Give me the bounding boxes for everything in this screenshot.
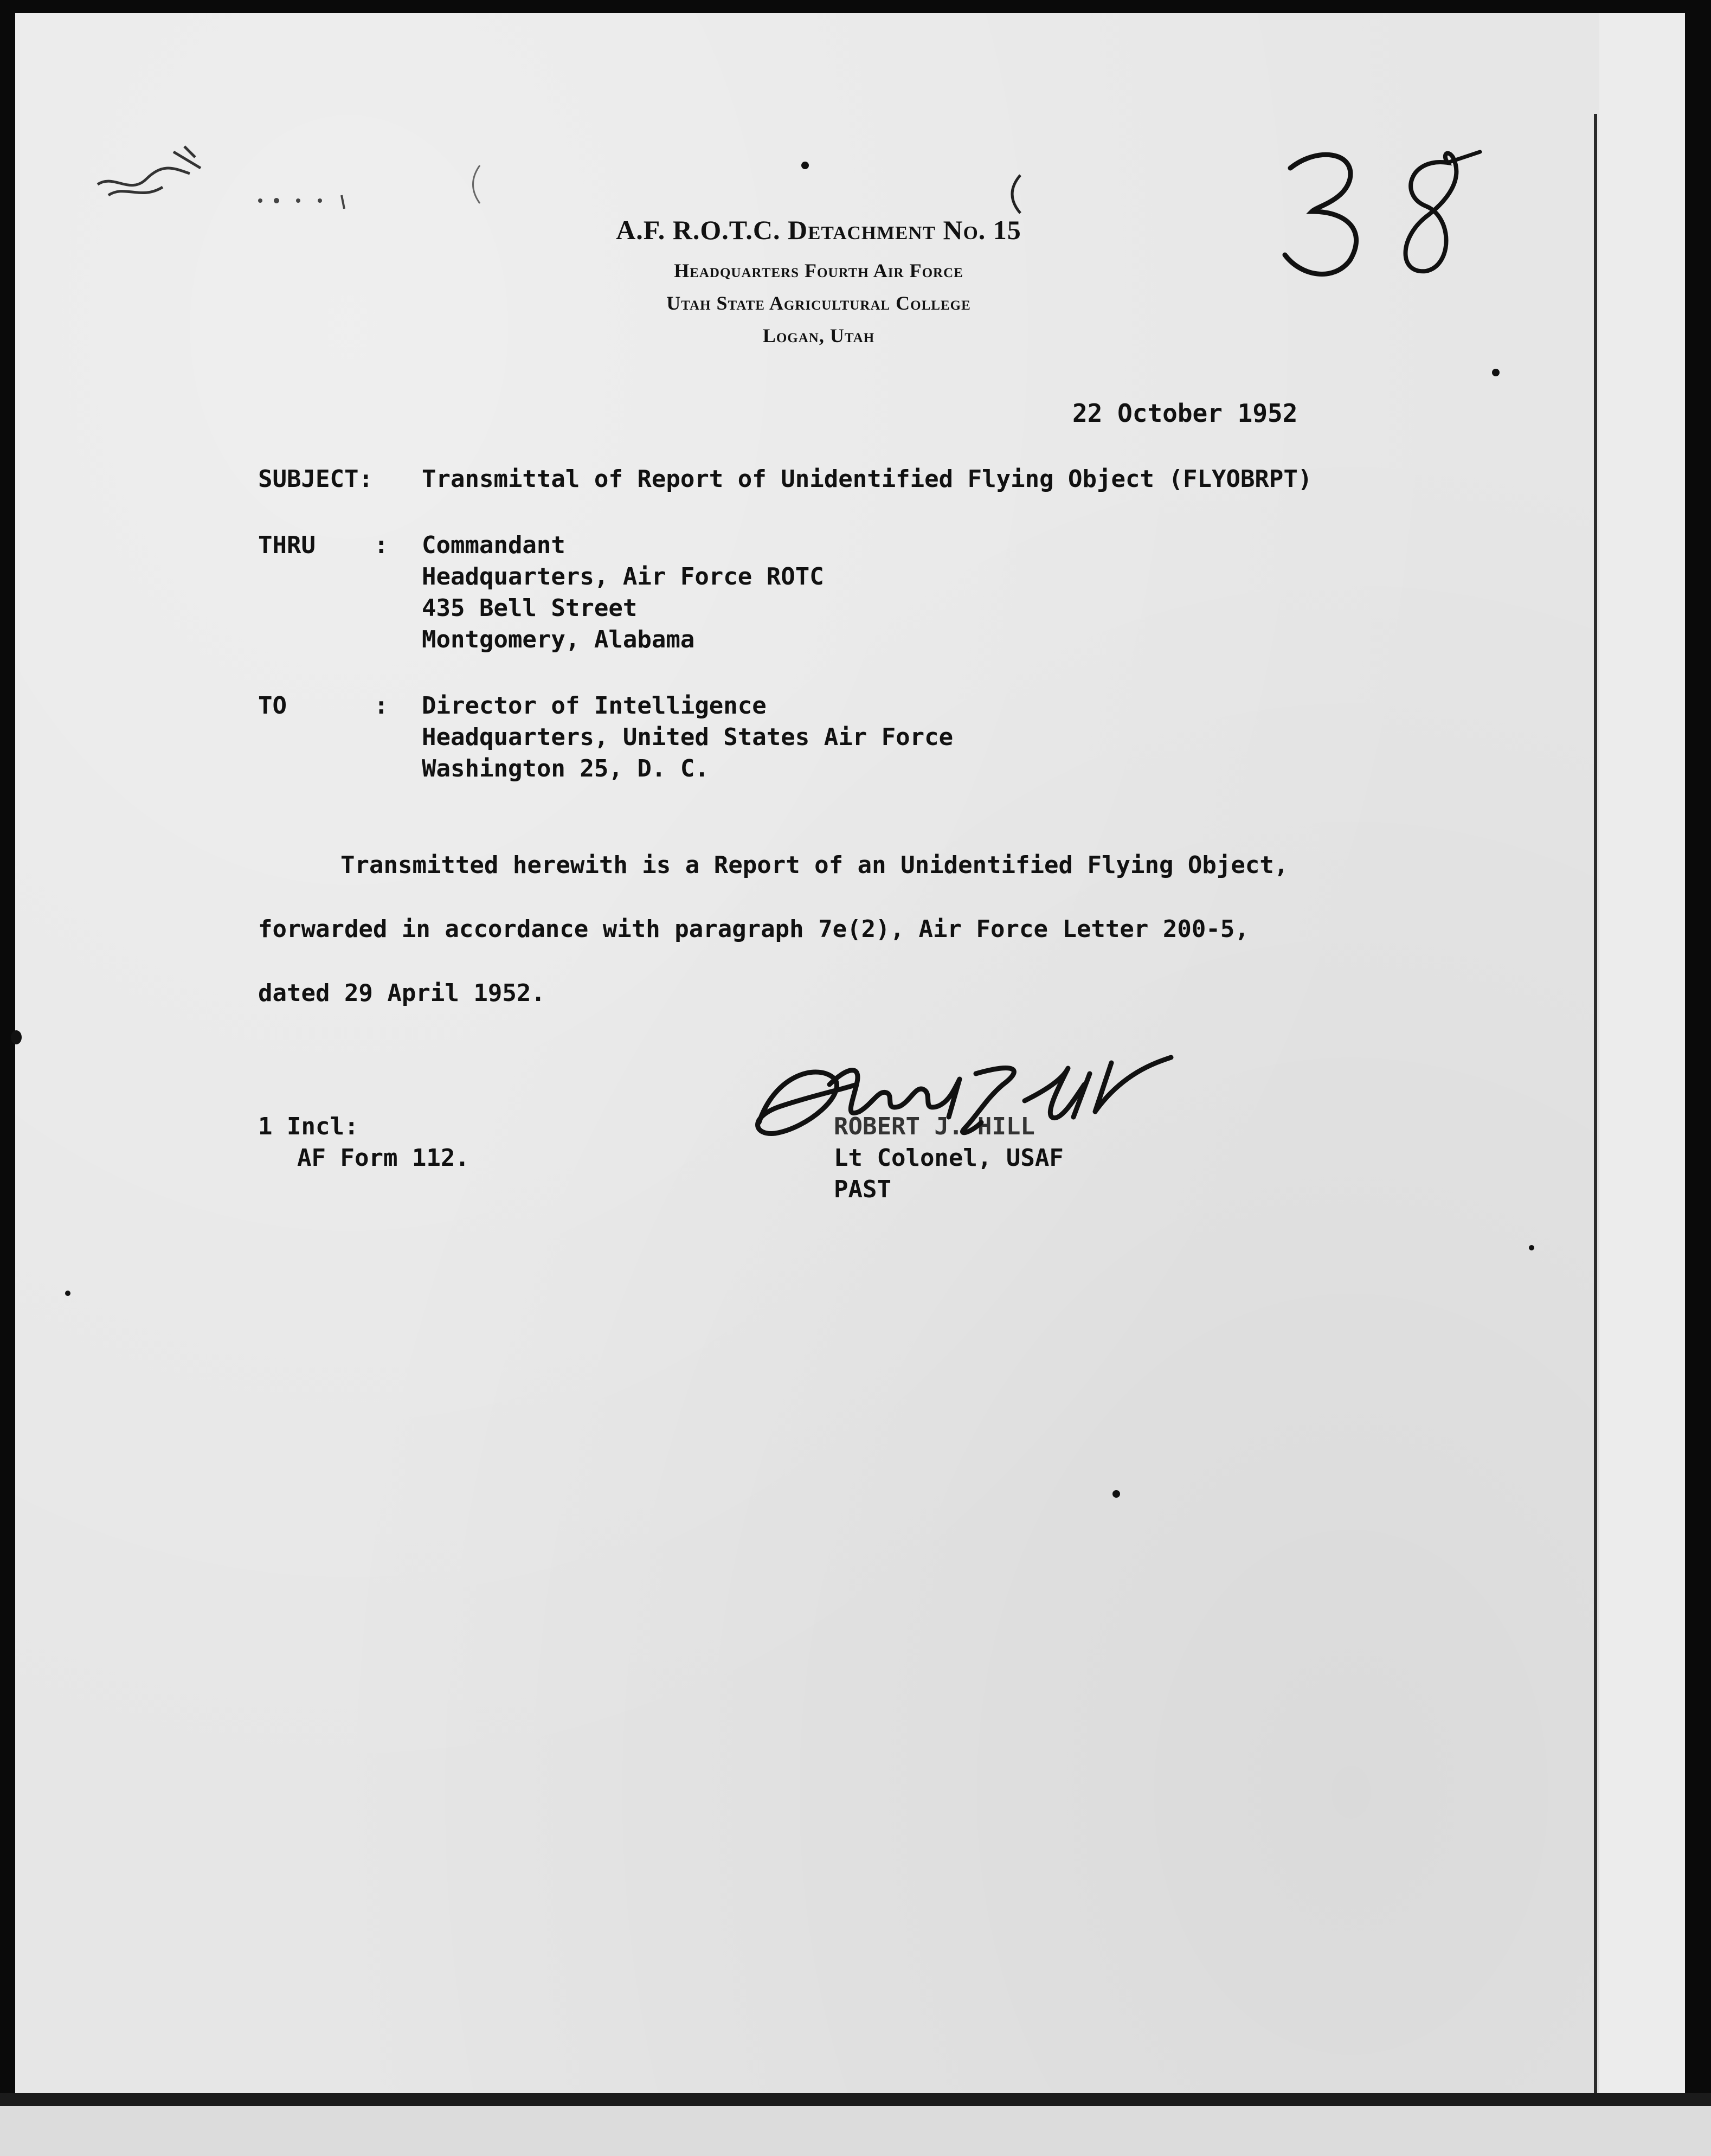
- ink-speck: [1529, 1245, 1534, 1250]
- bottom-strip: [0, 2106, 1711, 2156]
- signer-title: Lt Colonel, USAF: [834, 1144, 1064, 1172]
- paren-mark: [1003, 172, 1025, 216]
- body-line: dated 29 April 1952.: [258, 979, 545, 1007]
- ink-speck: [65, 1291, 70, 1296]
- enclosure-item: AF Form 112.: [297, 1144, 469, 1172]
- thru-line: Headquarters, Air Force ROTC: [422, 563, 824, 591]
- thru-label: THRU: [258, 531, 316, 559]
- ink-speck: [801, 162, 809, 169]
- ink-speck: [1492, 369, 1500, 376]
- faint-paren-mark: [466, 163, 483, 206]
- handwritten-signature: [743, 1052, 1176, 1171]
- to-line: Washington 25, D. C.: [422, 755, 709, 782]
- ink-speck: [11, 1030, 22, 1044]
- page-edge-line: [1594, 114, 1597, 2115]
- page-edge-band: [1599, 13, 1685, 2106]
- pencil-scribble-mark: [92, 136, 233, 211]
- to-label: TO: [258, 692, 287, 720]
- handwritten-page-number: [1269, 136, 1485, 298]
- thru-line: 435 Bell Street: [422, 594, 638, 622]
- letterhead-college: Utah State Agricultural College: [666, 292, 971, 314]
- to-line: Director of Intelligence: [422, 692, 767, 720]
- thru-line: Montgomery, Alabama: [422, 626, 695, 653]
- thru-colon: :: [374, 531, 389, 559]
- ink-speck: [1112, 1490, 1120, 1498]
- letter-date: 22 October 1952: [1072, 399, 1298, 428]
- body-line: forwarded in accordance with paragraph 7e(2), Air Force Letter 200-5,: [258, 915, 1249, 943]
- faint-dash-marks: [255, 193, 352, 209]
- subject-label: SUBJECT:: [258, 465, 373, 493]
- subject-text: Transmittal of Report of Unidentified Flying Object (FLYOBRPT): [422, 465, 1313, 493]
- to-line: Headquarters, United States Air Force: [422, 723, 954, 751]
- thru-line: Commandant: [422, 531, 565, 559]
- signer-office: PAST: [834, 1176, 891, 1203]
- letterhead-headquarters: Headquarters Fourth Air Force: [674, 260, 963, 281]
- to-colon: :: [374, 692, 389, 720]
- body-line: Transmitted herewith is a Report of an Unidentified Flying Object,: [340, 851, 1289, 879]
- letterhead-unit: A.F. R.O.T.C. Detachment No. 15: [616, 215, 1021, 245]
- signer-name: ROBERT J. HILL: [834, 1113, 1035, 1140]
- enclosure-count: 1 Incl:: [258, 1113, 359, 1140]
- letterhead-location: Logan, Utah: [762, 325, 875, 347]
